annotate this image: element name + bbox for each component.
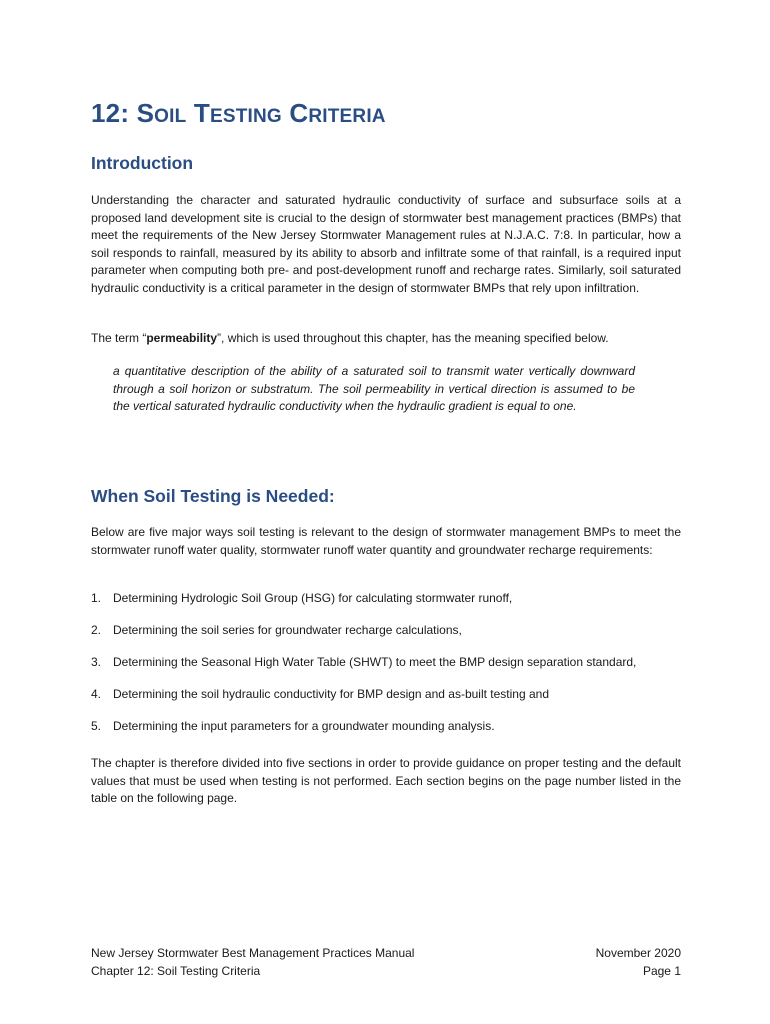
term-paragraph: The term “permeability”, which is used throughout this chapter, has the meaning specified below. — [91, 331, 609, 345]
footer-manual-title: New Jersey Stormwater Best Management Practices Manual — [91, 946, 415, 960]
chapter-number: 12: — [91, 98, 130, 128]
list-item: 5. Determining the input parameters for a groundwater mounding analysis. — [91, 719, 495, 733]
list-item: 2. Determining the soil series for groundwater recharge calculations, — [91, 623, 462, 637]
title-word-testing: TESTING — [193, 98, 282, 128]
footer-date: November 2020 — [595, 946, 681, 960]
term-permeability: permeability — [146, 331, 218, 345]
intro-paragraph: Understanding the character and saturated hydraulic conductivity of surface and subsurface soils at a proposed land development site is crucial to the design of stormwater best management practices (BMPs) that meet the requirements of the New Jersey Stormwater Management rules at N.J.A.C. 7:8. In particular, how a soil responds to rainfall, measured by its ability to absorb and infiltrate some of that rainfall, is a required input parameter when computing both pre- and post-development runoff and recharge rates. Similarly, soil saturated hydraulic conductivity is a critical parameter in the design of stormwater BMPs that rely upon infiltration. — [91, 193, 681, 295]
closing-paragraph: The chapter is therefore divided into five sections in order to provide guidance on proper testing and the default values that must be used when testing is not performed. Each section begins on the page number listed in the table on the following page. — [91, 756, 681, 806]
footer-chapter: Chapter 12: Soil Testing Criteria — [91, 964, 261, 978]
permeability-definition: a quantitative description of the ability of a saturated soil to transmit water vertically downward through a soil horizon or substratum. The soil permeability in vertical direction is assumed to be the vertical saturated hydraulic conductivity when the hydraulic gradient is equal to one. — [113, 364, 635, 414]
footer-left — [91, 944, 414, 980]
when-intro-paragraph: Below are five major ways soil testing is relevant to the design of stormwater management BMPs to meet the stormwater runoff water quality, stormwater runoff water quantity and groundwater recharge requirements: — [91, 525, 681, 557]
list-item: 3. Determining the Seasonal High Water Table (SHWT) to meet the BMP design separation standard, — [91, 655, 637, 669]
chapter-title — [91, 98, 386, 129]
title-word-criteria: CRITERIA — [289, 98, 386, 128]
footer-page-number: Page 1 — [642, 964, 681, 978]
title-word-soil: SOIL — [136, 98, 187, 128]
list-item: 4. Determining the soil hydraulic conductivity for BMP design and as-built testing and — [91, 687, 550, 701]
list-item: 1. Determining Hydrologic Soil Group (HSG) for calculating stormwater runoff, — [91, 591, 513, 605]
footer-right — [596, 944, 681, 980]
intro-heading: Introduction — [91, 153, 194, 173]
when-heading: When Soil Testing is Needed: — [91, 486, 335, 506]
